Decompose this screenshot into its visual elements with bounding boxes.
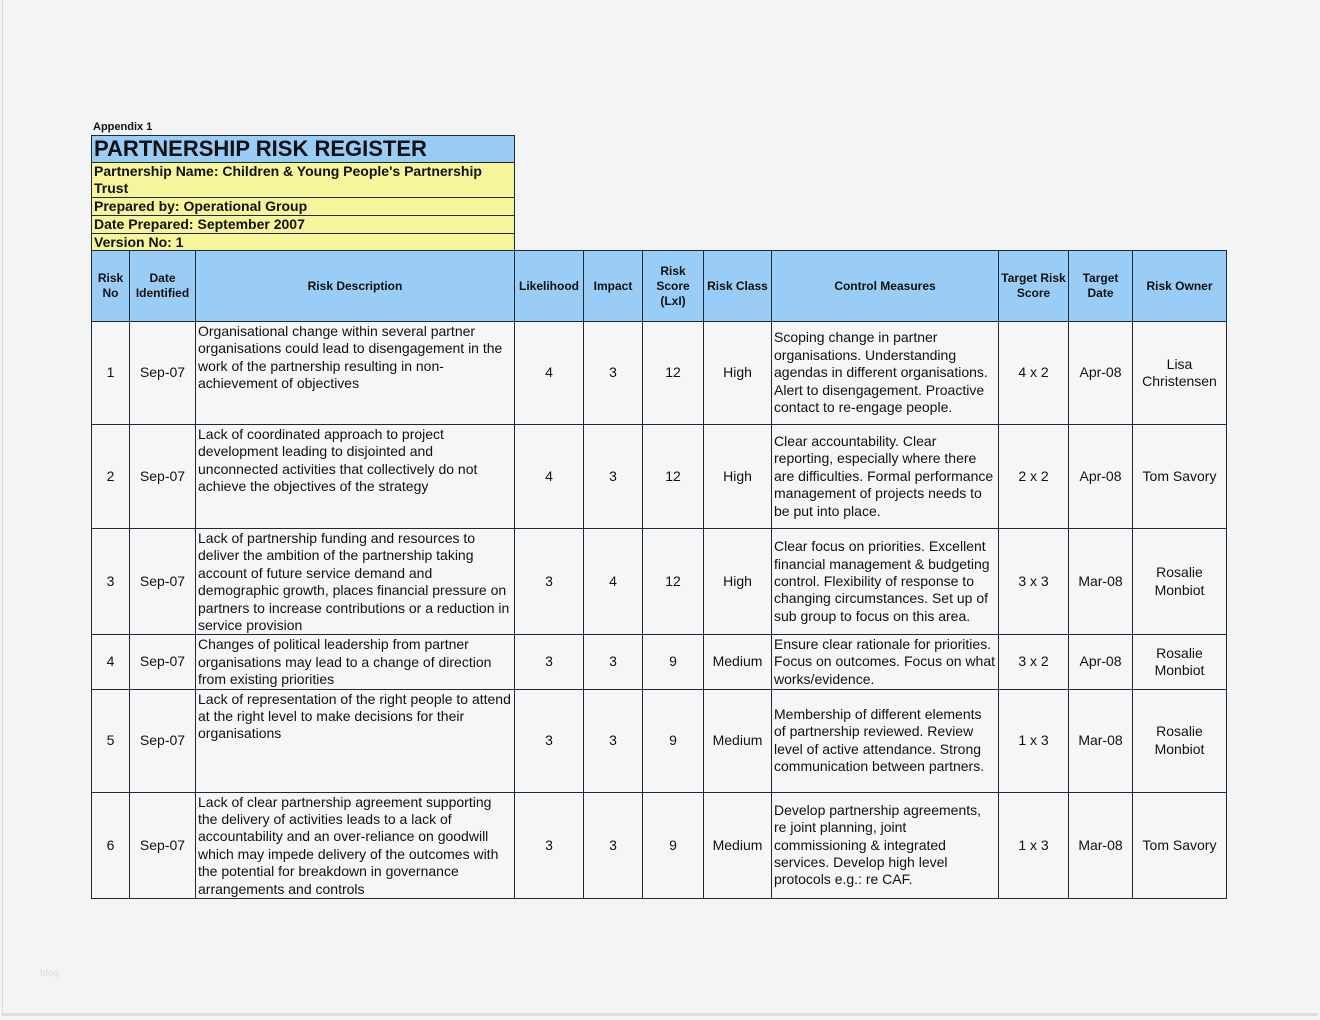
cell-risk-no: 1	[92, 322, 130, 425]
cell-impact: 4	[584, 529, 643, 635]
column-header-risk-description: Risk Description	[196, 251, 515, 322]
cell-risk-score: 12	[643, 529, 704, 635]
cell-risk-no: 6	[92, 792, 130, 898]
column-header-risk-class: Risk Class	[704, 251, 772, 322]
cell-target-date: Apr-08	[1069, 322, 1133, 425]
version-no: Version No: 1	[92, 234, 515, 252]
register-header	[91, 135, 515, 252]
register-title: PARTNERSHIP RISK REGISTER	[92, 136, 515, 163]
watermark: blog	[40, 968, 59, 979]
cell-likelihood: 4	[515, 425, 584, 529]
appendix-label: Appendix 1	[93, 121, 153, 133]
cell-risk-description: Lack of clear partnership agreement supporting the delivery of activities leads to a lack of accountability and an over-reliance on goodwill which may impede delivery of the outcomes with the potential for breakdown in governance arrangements and controls	[196, 792, 515, 898]
table-row	[92, 322, 1227, 425]
cell-control-measures: Ensure clear rationale for priorities. Focus on outcomes. Focus on what works/evidence.	[772, 635, 999, 689]
cell-risk-owner: Rosalie Monbiot	[1133, 529, 1227, 635]
cell-target-date: Mar-08	[1069, 529, 1133, 635]
cell-target-date: Mar-08	[1069, 792, 1133, 898]
cell-impact: 3	[584, 635, 643, 689]
cell-likelihood: 4	[515, 322, 584, 425]
cell-risk-score: 9	[643, 635, 704, 689]
cell-risk-class: High	[704, 529, 772, 635]
cell-target-risk-score: 1 x 3	[999, 792, 1069, 898]
risk-register-table	[91, 250, 1227, 899]
cell-likelihood: 3	[515, 529, 584, 635]
cell-control-measures: Clear focus on priorities. Excellent financial management & budgeting control. Flexibility of response to changing circumstances. Set up of sub group to focus on this area.	[772, 529, 999, 635]
cell-control-measures: Scoping change in partner organisations. Understanding agendas in different organisations. Alert to disengagement. Proactive contact to re-engage people.	[772, 322, 999, 425]
cell-likelihood: 3	[515, 635, 584, 689]
cell-risk-no: 5	[92, 689, 130, 792]
table-row	[92, 792, 1227, 898]
cell-likelihood: 3	[515, 689, 584, 792]
cell-risk-class: High	[704, 322, 772, 425]
cell-risk-class: Medium	[704, 635, 772, 689]
table-row	[92, 689, 1227, 792]
cell-risk-owner: Lisa Christensen	[1133, 322, 1227, 425]
cell-control-measures: Clear accountability. Clear reporting, especially where there are difficulties. Formal performance management of projects needs to be put into place.	[772, 425, 999, 529]
cell-risk-owner: Rosalie Monbiot	[1133, 635, 1227, 689]
cell-risk-owner: Tom Savory	[1133, 425, 1227, 529]
cell-risk-owner: Rosalie Monbiot	[1133, 689, 1227, 792]
cell-date-identified: Sep-07	[130, 635, 196, 689]
cell-impact: 3	[584, 689, 643, 792]
column-header-date-identified: Date Identified	[130, 251, 196, 322]
cell-risk-score: 9	[643, 689, 704, 792]
cell-target-risk-score: 3 x 3	[999, 529, 1069, 635]
prepared-by: Prepared by: Operational Group	[92, 198, 515, 216]
column-header-likelihood: Likelihood	[515, 251, 584, 322]
cell-impact: 3	[584, 425, 643, 529]
cell-target-date: Mar-08	[1069, 689, 1133, 792]
cell-date-identified: Sep-07	[130, 689, 196, 792]
cell-impact: 3	[584, 792, 643, 898]
cell-target-date: Apr-08	[1069, 635, 1133, 689]
column-header-target-date: Target Date	[1069, 251, 1133, 322]
column-header-control-measures: Control Measures	[772, 251, 999, 322]
partnership-name: Partnership Name: Children & Young People's Partnership Trust	[92, 163, 515, 198]
header-row	[92, 251, 1227, 322]
cell-risk-no: 3	[92, 529, 130, 635]
cell-risk-no: 4	[92, 635, 130, 689]
cell-risk-description: Organisational change within several partner organisations could lead to disengagement in the work of the partnership resulting in non-achievement of objectives	[196, 322, 515, 425]
table-row	[92, 529, 1227, 635]
cell-date-identified: Sep-07	[130, 529, 196, 635]
cell-risk-description: Lack of coordinated approach to project development leading to disjointed and unconnected activities that collectively do not achieve the objectives of the strategy	[196, 425, 515, 529]
cell-target-risk-score: 3 x 2	[999, 635, 1069, 689]
cell-date-identified: Sep-07	[130, 322, 196, 425]
cell-date-identified: Sep-07	[130, 792, 196, 898]
cell-date-identified: Sep-07	[130, 425, 196, 529]
cell-likelihood: 3	[515, 792, 584, 898]
cell-risk-class: Medium	[704, 689, 772, 792]
cell-target-risk-score: 1 x 3	[999, 689, 1069, 792]
cell-risk-score: 12	[643, 322, 704, 425]
cell-risk-class: High	[704, 425, 772, 529]
table-row	[92, 635, 1227, 689]
column-header-risk-no: Risk No	[92, 251, 130, 322]
cell-risk-score: 9	[643, 792, 704, 898]
column-header-impact: Impact	[584, 251, 643, 322]
cell-target-risk-score: 2 x 2	[999, 425, 1069, 529]
cell-target-risk-score: 4 x 2	[999, 322, 1069, 425]
cell-risk-description: Lack of partnership funding and resources to deliver the ambition of the partnership taking account of future service demand and demographic growth, places financial pressure on partners to increase contributions or a reduction in service provision	[196, 529, 515, 635]
cell-impact: 3	[584, 322, 643, 425]
cell-risk-class: Medium	[704, 792, 772, 898]
cell-risk-no: 2	[92, 425, 130, 529]
column-header-risk-score: Risk Score (LxI)	[643, 251, 704, 322]
cell-target-date: Apr-08	[1069, 425, 1133, 529]
cell-control-measures: Develop partnership agreements, re joint planning, joint commissioning & integrated services. Develop high level protocols e.g.: re CAF.	[772, 792, 999, 898]
cell-risk-description: Changes of political leadership from partner organisations may lead to a change of direction from existing priorities	[196, 635, 515, 689]
column-header-risk-owner: Risk Owner	[1133, 251, 1227, 322]
date-prepared: Date Prepared: September 2007	[92, 216, 515, 234]
cell-control-measures: Membership of different elements of partnership reviewed. Review level of active attendance. Strong communication between partners.	[772, 689, 999, 792]
table-row	[92, 425, 1227, 529]
cell-risk-owner: Tom Savory	[1133, 792, 1227, 898]
column-header-target-risk-score: Target Risk Score	[999, 251, 1069, 322]
cell-risk-score: 12	[643, 425, 704, 529]
cell-risk-description: Lack of representation of the right people to attend at the right level to make decisions for their organisations	[196, 689, 515, 792]
